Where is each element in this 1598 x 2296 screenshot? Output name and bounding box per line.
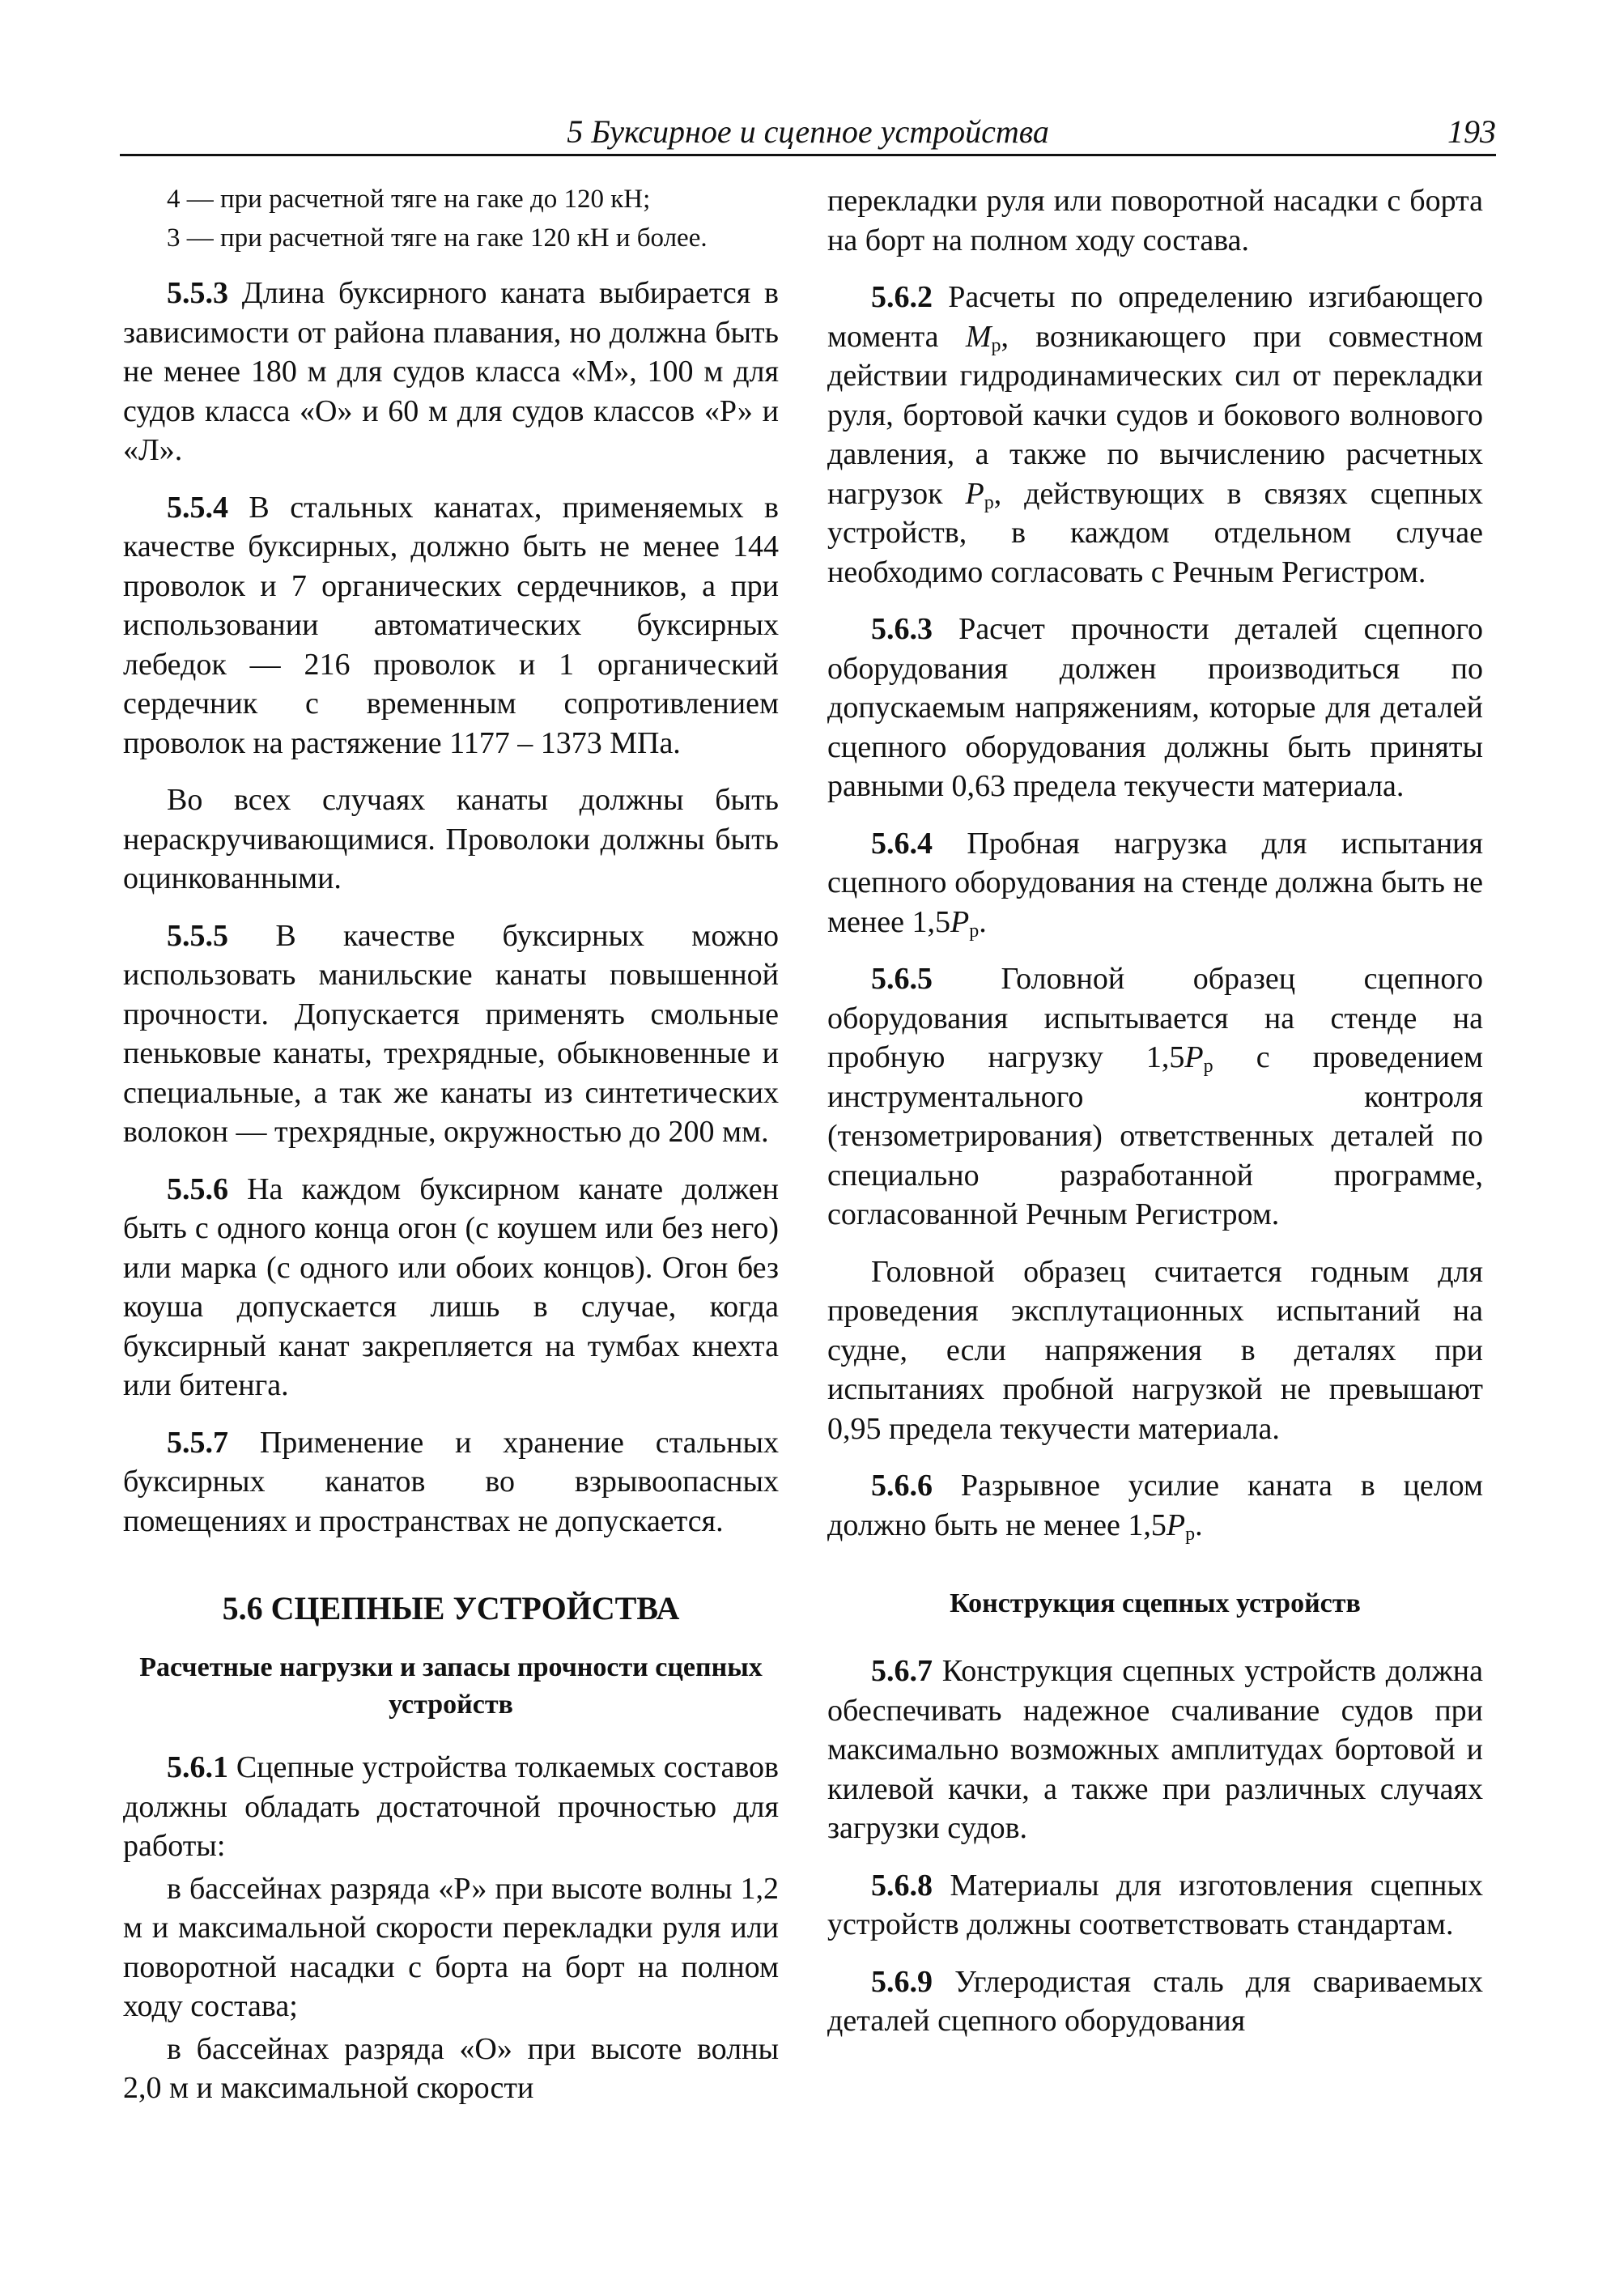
paragraph-text: В качестве буксирных можно использовать манильские канаты повышенной прочности. Допускается применять смольные пеньковые канаты, трехрядные, обыкновенные и специальные, а так же канаты из синтетических волокон — трехрядные, окружностью до 200 мм.	[123, 918, 779, 1149]
paragraph-text: .	[979, 904, 987, 939]
clause-number: 5.6.1	[167, 1750, 228, 1784]
paragraph-text: Расчет прочности деталей сцепного оборудования должен производиться по допускаемым напряжениям, которые для деталей сцепного оборудования должны быть приняты равными 0,63 предела текучести материала.	[827, 612, 1483, 803]
paragraph-5-6-5	[827, 959, 1483, 1235]
paragraph-5-5-5	[123, 916, 779, 1152]
paragraph-5-6-7	[827, 1652, 1483, 1848]
right-column	[827, 181, 1483, 2059]
clause-number: 5.5.7	[167, 1425, 228, 1460]
paragraph-text: .	[1195, 1507, 1203, 1542]
paragraph-5-6-1-item-o: в бассейнах разряда «О» при высоте волны 2,0 м и максимальной скорости	[123, 2031, 779, 2105]
paragraph-text: Головной образец сцепного оборудования испытывается на стенде на пробную нагрузку 1,5	[827, 962, 1483, 1074]
paragraph-5-6-1-item-r: в бассейнах разряда «Р» при высоте волны 1,2 м и максимальной скорости перекладки руля или поворотной насадки с борта на борт на полном ходу состава;	[123, 1871, 779, 2023]
paragraph-text: Сцепные устройства толкаемых составов должны обладать достаточной прочностью для работы:	[123, 1750, 779, 1863]
paragraph-5-6-1	[123, 1748, 779, 1866]
paragraph-text: , действующих в связях сцепных устройств, в каждом отдельном случае необходимо согласовать с Речным Регистром.	[827, 476, 1483, 589]
paragraph-5-5-4	[123, 488, 779, 763]
paragraph-text: Углеродистая сталь для свариваемых деталей сцепного оборудования	[827, 1964, 1483, 2038]
paragraph-text: Пробная нагрузка для испытания сцепного оборудования на стенде должна быть не менее 1,5	[827, 826, 1483, 939]
clause-number: 5.5.5	[167, 918, 228, 953]
paragraph-text: , возникающего при совместном действии гидродинамических сил от перекладки руля, бортовой качки судов и бокового волнового давления, а также по вычислению расчетных нагрузок	[827, 319, 1483, 511]
paragraph-text: Расчеты по определению изгибающего момента	[827, 280, 1483, 354]
paragraph-5-5-4-continued: Во всех случаях канаты должны быть нераскручивающимися. Проволоки должны быть оцинкованными.	[123, 783, 779, 895]
clause-number: 5.5.4	[167, 490, 228, 525]
chapter-title: 5 Буксирное и сцепное устройства	[567, 113, 1049, 150]
list-item-4: 4 — при расчетной тяге на гаке до 120 кН;	[167, 185, 651, 214]
clause-number: 5.6.7	[871, 1654, 933, 1688]
paragraph-5-6-8	[827, 1866, 1483, 1945]
subsection-heading-construction: Конструкция сцепных устройств	[950, 1588, 1361, 1618]
subscript: р	[969, 920, 980, 942]
subscript: р	[1185, 1523, 1196, 1545]
paragraph-text: Материалы для изготовления сцепных устройств должны соответствовать стандартам.	[827, 1868, 1483, 1941]
clause-number: 5.6.2	[871, 280, 933, 314]
paragraph-5-5-6	[123, 1170, 779, 1405]
paragraph-text: Разрывное усилие каната в целом должно быть не менее 1,5	[827, 1469, 1483, 1542]
paragraph-continuation: перекладки руля или поворотной насадки с борта на борт на полном ходу состава.	[827, 184, 1483, 257]
paragraph-5-5-7	[123, 1423, 779, 1541]
paragraph-5-6-2	[827, 278, 1483, 592]
clause-number: 5.6.6	[871, 1469, 933, 1503]
paragraph-text: Применение и хранение стальных буксирных канатов во взрывоопасных помещениях и пространствах не допускается.	[123, 1425, 779, 1538]
paragraph-text: Длина буксирного каната выбирается в зависимости от района плавания, но должна быть не менее 180 м для судов класса «М», 100 м для судов класса «О» и 60 м для судов классов «Р» и «Л».	[123, 276, 779, 467]
load-symbol: P	[950, 904, 970, 939]
paragraph-5-6-9	[827, 1962, 1483, 2041]
clause-number: 5.6.8	[871, 1868, 933, 1903]
running-header	[120, 113, 1496, 156]
paragraph-5-6-4	[827, 824, 1483, 942]
moment-symbol: M	[965, 319, 992, 354]
list-item-3: 3 — при расчетной тяге на гаке 120 кН и более.	[167, 223, 708, 253]
clause-number: 5.6.3	[871, 612, 933, 646]
clause-number: 5.6.9	[871, 1964, 933, 1999]
paragraph-5-6-6	[827, 1466, 1483, 1545]
clause-number: 5.5.6	[167, 1171, 228, 1206]
paragraph-text: с проведением инструментального контроля (тензометрирования) ответственных деталей по специально разработанной программе, согласованной Речным Регистром.	[827, 1040, 1483, 1231]
paragraph-5-6-5-continued: Головной образец считается годным для проведения эксплутационных испытаний на судне, если напряжения в деталях при испытаниях пробной нагрузкой не превышают 0,95 предела текучести материала.	[827, 1254, 1483, 1446]
subsection-heading-loads: Расчетные нагрузки и запасы прочности сцепных устройств	[139, 1652, 763, 1720]
subscript: р	[1203, 1056, 1213, 1077]
load-symbol: P	[1166, 1507, 1186, 1542]
paragraph-text: На каждом буксирном канате должен быть с одного конца огон (с коушем или без него) или марка (с одного или обоих концов). Огон без коуша допускается лишь в случае, когда буксирный канат закрепляется на тумбах кнехта или битенга.	[123, 1171, 779, 1402]
clause-number: 5.6.5	[871, 962, 933, 996]
clause-number: 5.5.3	[167, 276, 228, 310]
clause-number: 5.6.4	[871, 826, 933, 861]
page-number: 193	[1447, 113, 1496, 150]
load-symbol: P	[965, 476, 984, 511]
section-heading: 5.6 СЦЕПНЫЕ УСТРОЙСТВА	[222, 1590, 680, 1626]
paragraph-5-5-3	[123, 274, 779, 470]
left-column	[123, 181, 779, 2111]
load-symbol: P	[1184, 1040, 1204, 1074]
paragraph-5-6-3	[827, 610, 1483, 806]
subscript: р	[984, 491, 994, 513]
subscript: р	[991, 334, 1001, 356]
paragraph-text: Конструкция сцепных устройств должна обеспечивать надежное счаливание судов при максимально возможных амплитудах бортовой и килевой качки, а также при различных случаях загрузки судов.	[827, 1654, 1483, 1845]
paragraph-text: В стальных канатах, применяемых в качестве буксирных, должно быть не менее 144 проволок и 7 органических сердечников, а при использовании автоматических буксирных лебедок — 216 проволок и 1 органический сердечник с временным сопротивлением проволок на растяжение 1177 – 1373 МПа.	[123, 490, 779, 760]
